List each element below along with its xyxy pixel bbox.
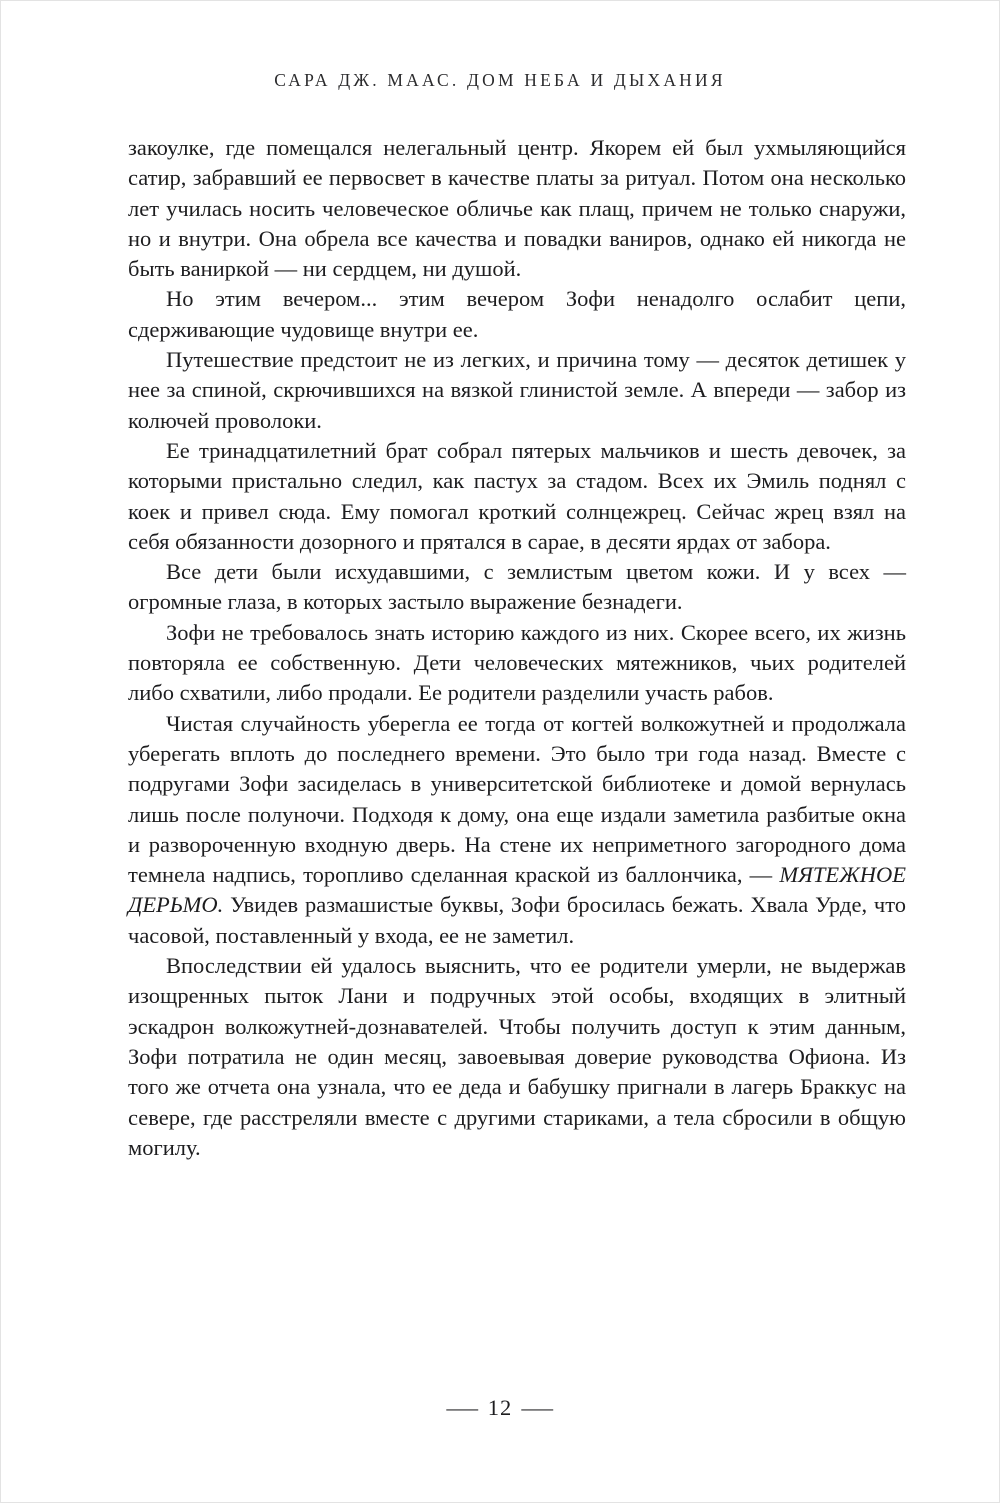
paragraph: Но этим вечером... этим вечером Зофи ненадолго ослабит цепи, сдерживающие чудовище внутри ее. [128, 286, 906, 342]
paragraph: закоулке, где помещался нелегальный центр. Якорем ей был ухмыляющийся сатир, забравший ее первосвет в качестве платы за ритуал. Потом она несколько лет училась носить человеческое обличье как плащ, причем не только снаружи, но и внутри. Она обрела все качества и повадки ваниров, однако ей никогда не быть ваниркой — ни сердцем, ни душой. [128, 135, 906, 282]
paragraph: Все дети были исхудавшими, с землистым цветом кожи. И у всех — огромные глаза, в которых застыло выражение безнадеги. [128, 559, 906, 615]
paragraph: Впоследствии ей удалось выяснить, что ее родители умерли, не выдержав изощренных пыток Лани и подручных этой особы, входящих в элитный эскадрон волкожутней-дознавателей. Чтобы получить доступ к этим данным, Зофи потратила не один месяц, завоевывая доверие руководства Офиона. Из того же отчета она узнала, что ее деда и бабушку пригнали в лагерь Браккус на севере, где расстреляли вместе с другими стариками, а тела сбросили в общую могилу. [128, 953, 906, 1160]
footer-dash-right: — [521, 1395, 554, 1420]
running-header: САРА ДЖ. МААС. ДОМ НЕБА И ДЫХАНИЯ [274, 70, 726, 90]
page-body [128, 133, 906, 1163]
graffiti-phrase: МЯТЕЖНОЕ ДЕРЬМО. [128, 862, 906, 918]
page-number: 12 [487, 1395, 513, 1420]
page-footer [0, 1395, 1000, 1421]
paragraph: Зофи не требовалось знать историю каждого из них. Скорее всего, их жизнь повторяла ее собственную. Дети человеческих мятежников, чьих родителей либо схватили, либо продали. Ее родители разделили участь рабов. [128, 619, 906, 706]
footer-dash-left: — [446, 1395, 479, 1420]
paragraph: Путешествие предстоит не из легких, и причина тому — десяток детишек у нее за спиной, скрючившихся на вязкой глинистой земле. А впереди — забор из колючей проволоки. [128, 347, 906, 433]
paragraph-text: Чистая случайность уберегла ее тогда от когтей волкожутней и продолжала уберегать вплоть до последнего времени. Это было три года назад. Вместе с подругами Зофи засиделась в университетской библиотеке и домой вернулась лишь после полуночи. Подходя к дому, она еще издали заметила разбитые окна и развороченную входную дверь. На стене их неприметного загородного дома темнела надпись, торопливо сделанная краской из баллончика, — [128, 710, 906, 888]
paragraph [128, 709, 906, 951]
paragraph: Ее тринадцатилетний брат собрал пятерых мальчиков и шесть девочек, за которыми пристально следил, как пастух за стадом. Всех их Эмиль поднял с коек и привел сюда. Ему помогал кроткий солнцежрец. Сейчас жрец взял на себя обязанности дозорного и прятался в сарае, в десяти ярдах от забора. [128, 437, 906, 554]
paragraph-text: Увидев размашистые буквы, Зофи бросилась бежать. Хвала Урде, что часовой, поставленный у входа, ее не заметил. [128, 892, 906, 948]
